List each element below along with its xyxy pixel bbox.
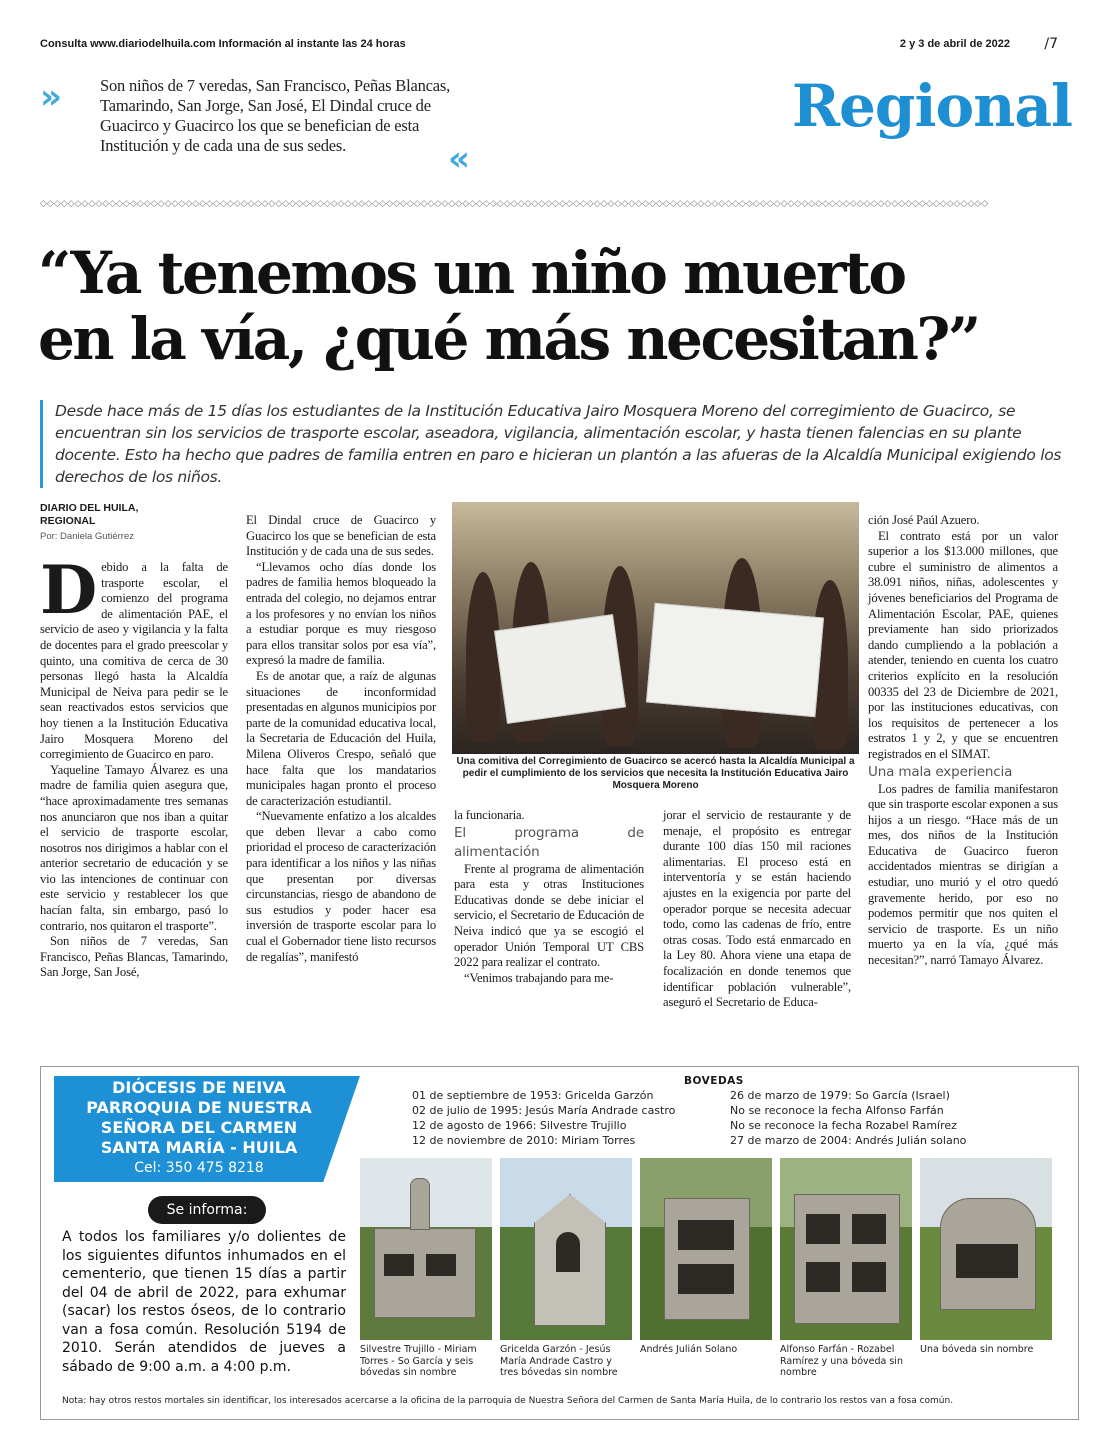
paragraph: Los padres de familia manifestaron que sin trasporte escolar exponen a sus hijos a un riesgo. “Hace más de un mes, dos niños de la Institución Educativa de Guacirco fueron accidentados mientras se dirigían a estudiar, uno murió y el otro quedó gravemente herido, por eso no podemos permitir que nos quiten el servicio de trasporte. Es un niño muerto ya en la vía, ¿qué más necesitan?”, narró Tamayo Álvarez. <box>868 781 1058 968</box>
byline-outlet: DIARIO DEL HUILA, <box>40 502 139 514</box>
photo-caption: Una comitiva del Corregimiento de Guacirco se acercó hasta la Alcaldía Municipal a pedir el cumplimiento de los servicios que necesita la Institución Educativa Jairo Mosquera Moreno <box>456 756 855 791</box>
tomb-caption: Una bóveda sin nombre <box>920 1344 1034 1355</box>
ad-org-line: PARROQUIA DE NUESTRA <box>86 1098 312 1117</box>
tomb-caption: Andrés Julián Solano <box>640 1344 738 1355</box>
list-item: 26 de marzo de 1979: So García (Israel) <box>730 1089 950 1102</box>
headline <box>38 240 1098 372</box>
subheading: Una mala experiencia <box>868 763 1013 780</box>
article-column-3 <box>454 808 644 986</box>
ad-phone: Cel: 350 475 8218 <box>134 1160 264 1176</box>
article-column-2 <box>246 513 436 965</box>
article-column-5 <box>868 513 1058 969</box>
ad-org-line: SANTA MARÍA - HUILA <box>100 1138 298 1157</box>
paragraph: Debido a la falta de trasporte escolar, el comienzo del programa de alimentación PAE, el servicio de aseo y vigilancia y la falta de docentes para el grado preescolar y quinto, una comitiva de cerca de 30 personas llegó hasta la Alcaldía Municipal de Neiva para pedir se le sean reactivados estos servicios que hoy tienen a la Institución Educativa Jairo Mosquera Moreno del corregimiento de Guacirco en paro. <box>40 551 228 762</box>
list-item: No se reconoce la fecha Alfonso Farfán <box>730 1104 944 1117</box>
paragraph: jorar el servicio de restaurante y de menaje, el propósito es entregar durante 100 días 150 mil raciones alimentarias. El proceso está en interventoría y se están haciendo ajustes en la exigencia por parte del operador porque se necesita adecuar todo, como las cadenas de frío, entre otras cosas. Todo está enmarcado en la Ley 80. Ahora viene una etapa de focalización en donde tenemos que identificar población vulnerable”, aseguró el Secretario de Educa- <box>663 808 851 1010</box>
bovedas-title: BOVEDAS <box>684 1075 744 1087</box>
ad-org-line: DIÓCESIS DE NEIVA <box>112 1078 286 1097</box>
ad-org-line: SEÑORA DEL CARMEN <box>100 1118 298 1137</box>
page-number: /7 <box>1044 36 1058 52</box>
tomb-photo <box>500 1158 632 1340</box>
protest-sign <box>494 614 626 724</box>
se-informa-badge: Se informa: <box>148 1196 266 1224</box>
ad-body: A todos los familiares y/o dolientes de los siguientes difuntos inhumados en el cementerio, que tienen 15 días a partir del 04 de abril de 2022, para exhumar (sacar) los restos óseos, de lo contrario van a fosa común. Resolución 5194 de 2010. Serán atendidos de jueves a sábado de 9:00 a.m. a 4:00 p.m. <box>62 1229 346 1375</box>
paragraph: “Venimos trabajando para me- <box>464 970 614 985</box>
list-item: 02 de julio de 1995: Jesús María Andrade castro <box>412 1104 676 1117</box>
list-item: No se reconoce la fecha Rozabel Ramírez <box>730 1119 957 1132</box>
tomb-caption: Alfonso Farfán - Rozabel Ramírez y una bóveda sin nombre <box>780 1344 903 1378</box>
headline-line-1: “Ya tenemos un niño muerto <box>38 239 905 307</box>
ornament-divider: ◇◇◇◇◇◇◇◇◇◇◇◇◇◇◇◇◇◇◇◇◇◇◇◇◇◇◇◇◇◇◇◇◇◇◇◇◇◇◇◇◇◇◇◇◇◇◇◇◇◇◇◇◇◇◇◇◇◇◇◇◇◇◇◇◇◇◇◇◇◇◇◇◇◇◇◇◇◇◇◇◇◇◇◇◇◇◇◇◇◇◇◇◇◇◇◇◇◇◇◇◇◇◇◇◇◇◇◇◇◇◇◇◇◇◇◇◇◇◇◇◇◇◇◇◇◇◇◇◇◇◇◇◇◇◇◇◇ <box>40 199 989 209</box>
headline-line-2: en la vía, ¿qué más necesitan?” <box>38 305 979 373</box>
list-item: 01 de septiembre de 1953: Gricelda Garzón <box>412 1089 654 1102</box>
paragraph: la funcionaria. <box>454 808 525 822</box>
top-bar <box>40 38 1070 54</box>
paragraph: Son niños de 7 veredas, San Francisco, Peñas Blancas, Tamarindo, San Jorge, San José, <box>40 934 228 980</box>
drop-cap: D <box>40 551 98 629</box>
section-title: Regional <box>791 72 1072 140</box>
paragraph: El contrato está por un valor superior a los $13.000 millones, que cubre el suministro de alimentos a 38.091 niños, niñas, adolescentes y jóvenes beneficiarios del Programa de Alimentación Escolar, PAE, quienes previamente han sido priorizados dando cumpliendo a la población a atender, teniendo en cuenta los cuatro criterios explícito en la resolución 00335 del 23 de Diciembre de 2021, por las instituciones educativas, con los requisitos de pertenecer a los estratos 1 y 2, y que se encuentren registrados en el SIMAT. <box>868 528 1058 761</box>
bovedas-list-left <box>412 1088 732 1148</box>
paragraph: Frente al programa de alimentación para esta y otras Instituciones Educativas donde se debe iniciar el servicio, el Secretario de Educación de Neiva indicó que ya se escogió el operador Unión Temporal UT CBS 2022 para realizar el contrato. <box>454 861 644 970</box>
article-column-4 <box>663 808 851 1011</box>
tomb-caption: Gricelda Garzón - Jesús María Andrade Castro y tres bóvedas sin nombre <box>500 1344 618 1378</box>
byline-author: Por: Daniela Gutiérrez <box>40 531 134 542</box>
ad-note: Nota: hay otros restos mortales sin identificar, los interesados acercarse a la oficina de la parroquia de Nuestra Señora del Carmen de Santa María Huila, de lo contrario los restos van a fosa común. <box>62 1396 954 1406</box>
paragraph: “Llevamos ocho días donde los padres de familia hemos bloqueado la entrada del colegio, no dejamos entrar a los profesores y no envían los niños a estudiar porque es muy riesgoso para ellos transitar solos por esa vía”, expresó la madre de familia. <box>246 559 436 668</box>
article-column-1 <box>40 551 228 981</box>
summary-text: Son niños de 7 veredas, San Francisco, Peñas Blancas, Tamarindo, San Jorge, San José, El Dindal cruce de Guacirco y Guacirco los que se benefician de esta Institución y de cada una de sus sedes. <box>100 76 451 155</box>
ad-header <box>54 1078 344 1178</box>
tomb-photo <box>780 1158 912 1340</box>
edition-date: 2 y 3 de abril de 2022 <box>899 38 1010 50</box>
list-item: 27 de marzo de 2004: Andrés Julián solano <box>730 1134 967 1147</box>
chevron-left-icon: « <box>448 139 462 179</box>
paragraph: Yaqueline Tamayo Álvarez es una madre de familia quien asegura que, “hace aproximadamente tres semanas nos anunciaron que nos iban a quitar el servicio de trasporte escolar, nosotros nos dirigimos a hablar con el anterior secretario de educación y se vio las intenciones de continuar con este servicio y restablecer los que hacían falta, sin embargo, pasó lo contrario, nos quitaron el trasporte”. <box>40 762 228 933</box>
paragraph: El Dindal cruce de Guacirco y Guacirco los que se benefician de esta Institución y de cada una de sus sedes. <box>246 513 436 559</box>
list-item: 12 de noviembre de 2010: Miriam Torres <box>412 1134 636 1147</box>
tomb-photo <box>920 1158 1052 1340</box>
site-line: Consulta www.diariodelhuila.com Información al instante las 24 horas <box>40 38 406 50</box>
protest-sign <box>646 603 824 717</box>
subheading: El programa de alimentación <box>454 824 644 860</box>
paragraph: Es de anotar que, a raíz de algunas situaciones de inconformidad presentadas en algunos municipios por parte de la comunidad educativa local, la Secretaria de Educación del Huila, Milena Oliveros Crespo, señaló que hace falta que los mandatarios municipales hagan pronto el proceso de caracterización estudiantil. <box>246 668 436 808</box>
tomb-photo <box>360 1158 492 1340</box>
bovedas-list-right <box>730 1088 1070 1148</box>
list-item: 12 de agosto de 1966: Silvestre Trujillo <box>412 1119 627 1132</box>
tomb-caption: Silvestre Trujillo - Miriam Torres - So García y seis bóvedas sin nombre <box>360 1344 477 1378</box>
paragraph: “Nuevamente enfatizo a los alcaldes que deben llevar a cabo como prioridad el proceso de caracterización para identificar a los niños y las niñas que presentan por diversas circunstancias, riesgo de abandono de sus estudios y poder hacer esa inversión de trasporte escolar para lo cual el Gobernador tiene listo recursos de regalías”, manifestó <box>246 809 436 964</box>
byline-section: REGIONAL <box>40 515 96 527</box>
lead-paragraph: Desde hace más de 15 días los estudiantes de la Institución Educativa Jairo Mosquera Moreno del corregimiento de Guacirco, se encuentran sin los servicios de trasporte escolar, aseadora, vigilancia, alimentación escolar, y hasta tienen falencias en su plante docente. Esto ha hecho que padres de familia entren en paro e hicieran un plantón a las afueras de la Alcaldía Municipal exigiendo los derechos de los niños. <box>40 400 1085 488</box>
protest-photo <box>452 502 859 754</box>
byline <box>40 502 240 543</box>
paragraph: ción José Paúl Azuero. <box>868 513 980 527</box>
tomb-photo <box>640 1158 772 1340</box>
chevron-right-icon: » <box>40 77 54 117</box>
